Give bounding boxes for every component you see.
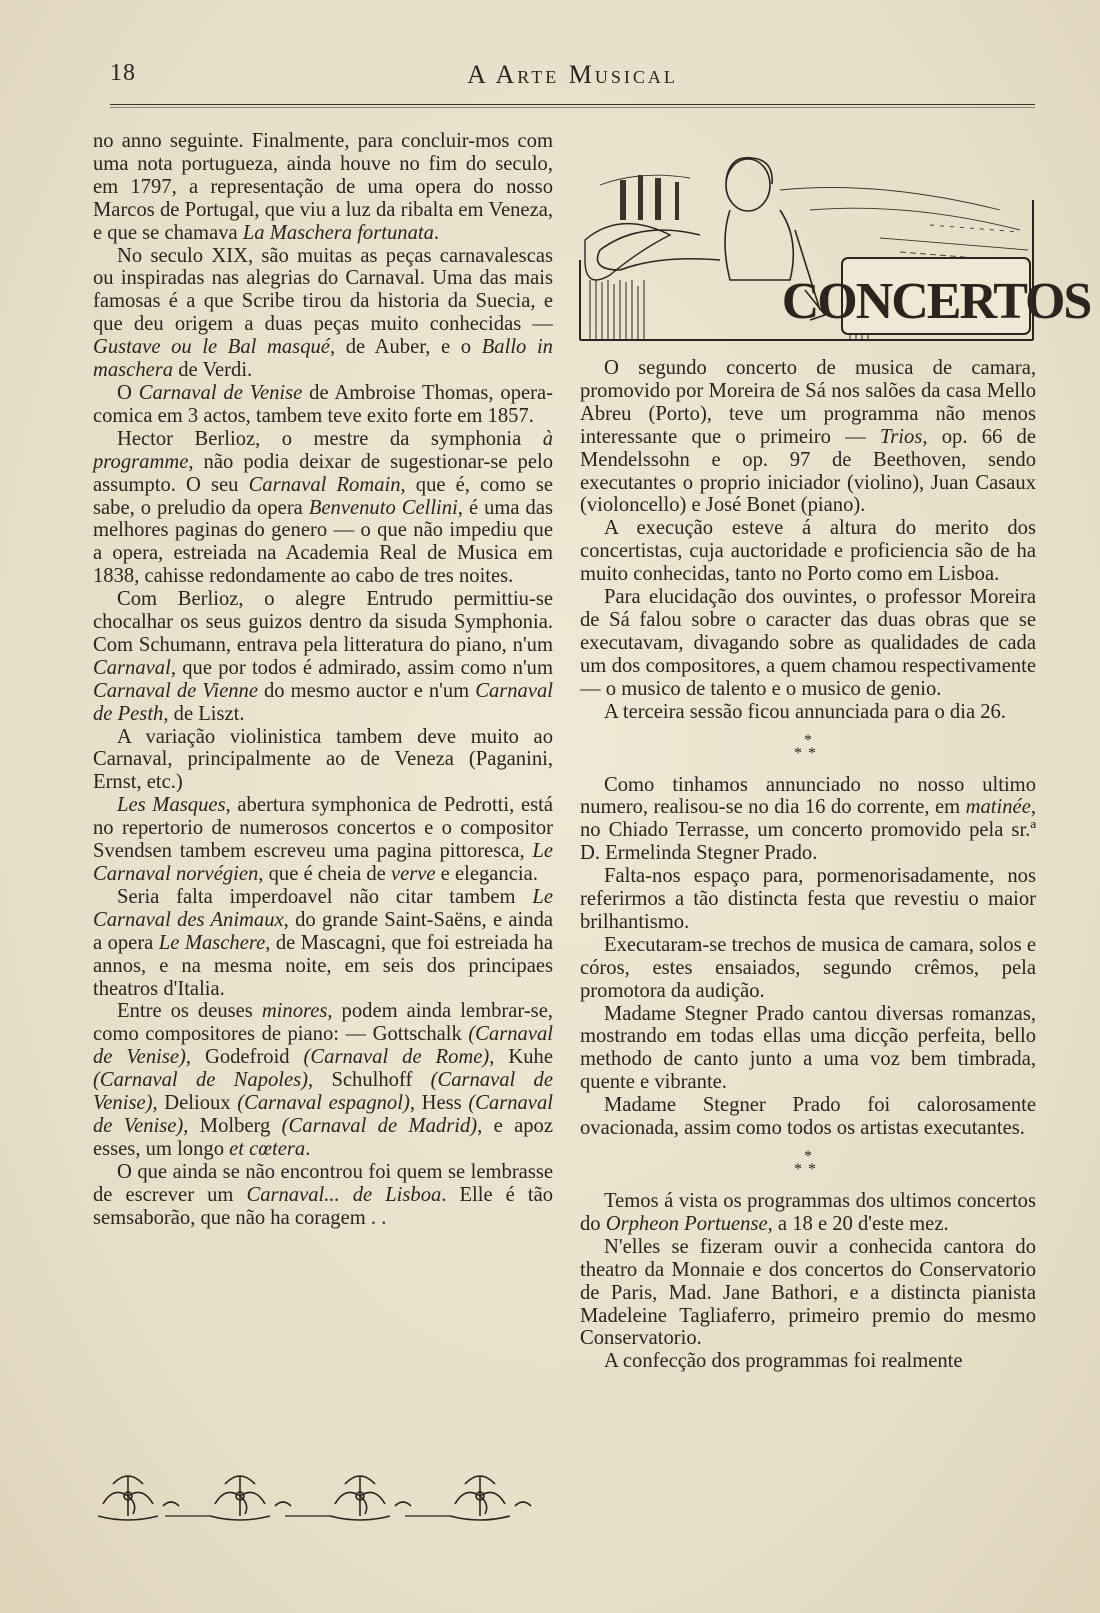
left-paragraph: Seria falta imperdoavel não citar tambem Le Carnaval des Animaux, do grande Saint-Saëns, e ainda a opera Le Maschere, de Mascagni, que foi estreiada ha annos, e na mesma noite, em seis dos principaes theatros d'Italia.	[93, 885, 554, 1000]
left-paragraph: O que ainda se não encontrou foi quem se lembrasse de escrever um Carnaval... de Lisboa. Elle é tão semsaborão, que não ha coragem . .	[93, 1160, 554, 1229]
left-paragraph: Les Masques, abertura symphonica de Pedrotti, está no repertorio de numerosos concertos e o compositor Svendsen tambem escreveu uma pagina pittoresca, Le Carnaval norvégien, que é cheia de verve e elegancia.	[93, 794, 553, 885]
left-paragraph: Hector Berlioz, o mestre da symphonia à programme, não podia deixar de sugestionar-se pelo assumpto. O seu Carnaval Romain, que é, como se sabe, o preludio da opera Benvenuto Cellini, é uma das melhores paginas do genero — o que não impediu que a opera, estreiada na Academia Real de Musica em 1838, cahisse redondamente ao cabo de tres noites.	[93, 427, 553, 588]
header-rule	[110, 104, 1035, 105]
right-paragraph: O segundo concerto de musica de camara, promovido por Moreira de Sá nos salões da casa Mello Abreu (Porto), teve um programma não menos interessante que o primeiro — Trios, op. 66 de Mendelssohn e op. 97 de Beethoven, sendo executantes o proprio iniciador (violino), Juan Casaux (violoncello) e José Bonet (piano).	[580, 357, 1036, 517]
concertos-vignette	[580, 140, 1091, 345]
section-separator-asterism: * **	[794, 731, 822, 762]
left-paragraph: Com Berlioz, o alegre Entrudo permittiu-se chocalhar os seus guizos dentro da sisuda Symphonia. Com Schumann, entrava pela litteratura do piano, n'um Carnaval, que por todos é admirado, assim como n'um Carnaval de Vienne do mesmo auctor e n'um Carnaval de Pesth, de Liszt.	[93, 588, 554, 725]
right-paragraph: Para elucidação dos ouvintes, o professor Moreira de Sá falou sobre o caracter das duas obras que se executavam, divagando sobre as qualidades de cada um dos compositores, a quem chamou respectivamente — o musico de talento e o musico de genio.	[580, 586, 1036, 700]
left-paragraph: O Carnaval de Venise de Ambroise Thomas, opera-comica em 3 actos, tambem teve exito forte em 1857.	[93, 381, 553, 427]
page-header	[110, 60, 1035, 92]
left-paragraph: A variação violinistica tambem deve muito ao Carnaval, principalmente ao de Veneza (Paganini, Ernst, etc.)	[93, 725, 553, 794]
left-paragraph: Entre os deuses minores, podem ainda lembrar-se, como compositores de piano: — Gottschalk (Carnaval de Venise), Godefroid (Carnaval de Rome), Kuhe (Carnaval de Napoles), Schulhoff (Carnaval de Venise), Delioux (Carnaval espagnol), Hess (Carnaval de Venise), Molberg (Carnaval de Madrid), e apoz esses, um longo et cœtera.	[93, 1000, 553, 1160]
article-column-left	[93, 130, 553, 1230]
vignette-title: CONCERTOS	[781, 273, 1091, 330]
header-rule-thin	[110, 107, 1035, 108]
right-paragraph: Falta-nos espaço para, pormenorisadamente, nos referirmos a tão distincta festa que revestiu o maior brilhantismo.	[580, 865, 1036, 933]
right-paragraph: A terceira sessão ficou annunciada para o dia 26.	[604, 700, 1006, 723]
journal-title: A Arte Musical	[467, 60, 678, 89]
left-paragraph: no anno seguinte. Finalmente, para concluir-mos com uma nota portugueza, ainda houve no fim do seculo, em 1797, a representação de uma opera do nosso Marcos de Portugal, que viu a luz da ribalta em Veneza, e que se chamava La Maschera fortunata.	[93, 130, 553, 244]
right-paragraph: Madame Stegner Prado foi calorosamente ovacionada, assim como todos os artistas executantes.	[580, 1094, 1036, 1140]
right-paragraph: A confecção dos programmas foi realmente	[604, 1350, 963, 1373]
right-paragraph: Como tinhamos annunciado no nosso ultimo numero, realisou-se no dia 16 do corrente, em matinée, no Chiado Terrasse, um concerto promovido pela sr.ª D. Ermelinda Stegner Prado.	[580, 773, 1036, 865]
right-paragraph: Madame Stegner Prado cantou diversas romanzas, mostrando em todas ellas uma dicção perfeita, bello methodo de canto junto a uma voz bem timbrada, quente e vibrante.	[580, 1002, 1036, 1094]
right-paragraph: Temos á vista os programmas dos ultimos concertos do Orpheon Portuense, a 18 e 20 d'este mez.	[580, 1190, 1036, 1235]
left-paragraph: No seculo XIX, são muitas as peças carnavalescas ou inspiradas nas alegrias do Carnaval. Uma das mais famosas é a que Scribe tirou da historia da Suecia, e que deu origem a duas peças muito conhecidas — Gustave ou le Bal masqué, de Auber, e o Ballo in maschera de Verdi.	[93, 244, 553, 382]
right-paragraph: A execução esteve á altura do merito dos concertistas, cuja auctoridade e proficiencia são de ha muito conhecidas, tanto no Porto como em Lisboa.	[580, 517, 1036, 586]
section-separator-asterism: * **	[794, 1148, 822, 1178]
decorative-ornament	[93, 1466, 553, 1526]
right-paragraph: Executaram-se trechos de musica de camara, solos e córos, estes ensaiados, segundo crêmos, pela promotora da audição.	[580, 933, 1036, 1002]
page-number: 18	[110, 60, 136, 86]
right-paragraph: N'elles se fizeram ouvir a conhecida cantora do theatro da Monnaie e dos concertos do Conservatorio de Paris, Mad. Jane Bathori, e a distincta pianista Madeleine Tagliaferro, primeiro premio do mesmo Conservatorio.	[580, 1235, 1036, 1350]
article-column-right	[580, 357, 1036, 1373]
